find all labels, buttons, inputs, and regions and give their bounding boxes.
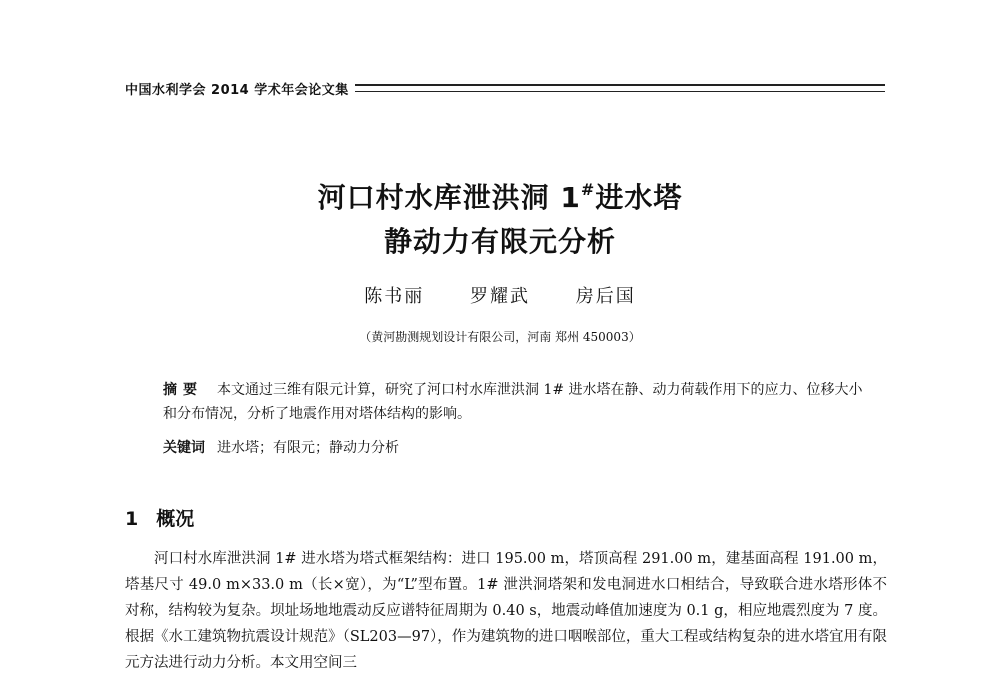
author: 罗耀武	[470, 286, 530, 307]
title-line-2: 静动力有限元分析	[383, 225, 616, 258]
section-title: 概况	[156, 508, 195, 530]
paper-title	[0, 168, 1000, 264]
author: 房后国	[575, 286, 636, 307]
title-line-1: 河口村水库泄洪洞 1#进水塔	[317, 180, 683, 214]
abstract-label: 摘要	[163, 382, 203, 398]
affiliation: （黄河勘测规划设计有限公司，河南 郑州 450003）	[359, 330, 641, 344]
abstract	[163, 378, 863, 426]
author: 陈书丽	[364, 286, 425, 307]
header-rule	[355, 84, 885, 92]
section-heading	[125, 504, 194, 531]
title-superscript: #	[580, 180, 596, 199]
keywords-label: 关键词	[163, 440, 205, 456]
keywords	[163, 436, 863, 460]
author-list	[0, 282, 1000, 308]
body-paragraph: 河口村水库泄洪洞 1# 进水塔为塔式框架结构：进口 195.00 m，塔顶高程 291.00 m，建基面高程 191.00 m，塔基尺寸 49.0 m×33.0 m（长×宽），为“L”型布置。1# 泄洪洞塔架和发电洞进水口相结合，导致联合进水塔形体不对称，结构较为复杂。坝址场地地震动反应谱特征周期为 0.40 s，地震动峰值加速度为 0.1 g，相应地震烈度为 7 度。根据《水工建筑物抗震设计规范》（SL203—97），作为建筑物的进口咽喉部位，重大工程或结构复杂的进水塔宜用有限元方法进行动力分析。本文用空间三	[125, 551, 887, 671]
running-header	[125, 78, 885, 98]
section-number: 1	[125, 508, 139, 530]
keywords-text: 进水塔；有限元；静动力分析	[217, 440, 399, 456]
section-body	[125, 546, 887, 676]
abstract-text: 本文通过三维有限元计算，研究了河口村水库泄洪洞 1# 进水塔在静、动力荷载作用下的应力、位移大小和分布情况，分析了地震作用对塔体结构的影响。	[163, 382, 863, 422]
proceedings-title: 中国水利学会 2014 学术年会论文集	[125, 82, 349, 98]
